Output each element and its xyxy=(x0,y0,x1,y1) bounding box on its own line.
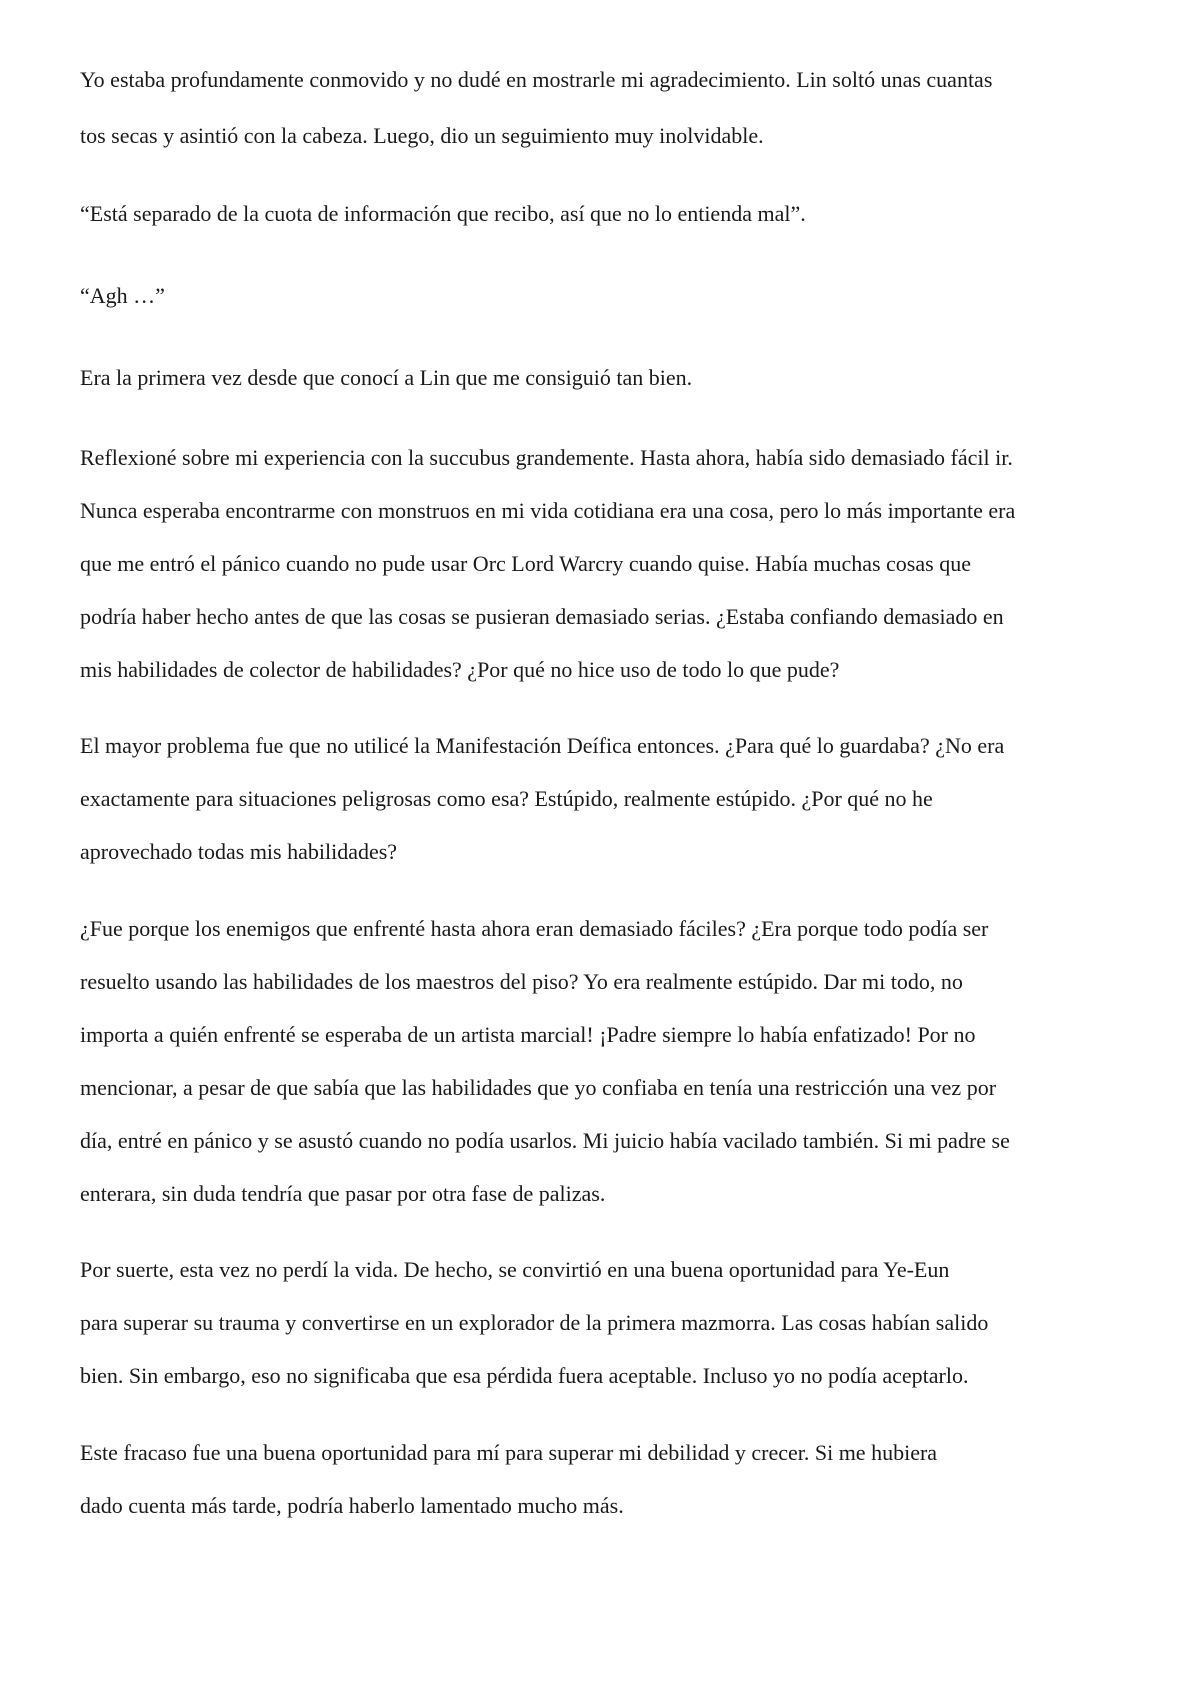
paragraph-7-line-2: resuelto usando las habilidades de los maestros del piso? Yo era realmente estúpido. Dar mi todo, no xyxy=(80,969,963,994)
paragraph-7-line-4: mencionar, a pesar de que sabía que las habilidades que yo confiaba en tenía una restricción una vez por xyxy=(80,1075,997,1100)
paragraph-9-line-1: Este fracaso fue una buena oportunidad para mí para superar mi debilidad y crecer. Si me hubiera xyxy=(80,1440,938,1465)
paragraph-8-line-1: Por suerte, esta vez no perdí la vida. De hecho, se convirtió en una buena oportunidad para Ye-Eun xyxy=(80,1257,950,1282)
paragraph-7-line-1: ¿Fue porque los enemigos que enfrenté hasta ahora eran demasiado fáciles? ¿Era porque todo podía ser xyxy=(80,916,989,941)
paragraph-7-line-6: enterara, sin duda tendría que pasar por otra fase de palizas. xyxy=(80,1181,606,1206)
paragraph-6-line-3: aprovechado todas mis habilidades? xyxy=(80,839,398,864)
paragraph-5-line-5: mis habilidades de colector de habilidades? ¿Por qué no hice uso de todo lo que pude? xyxy=(80,657,840,682)
paragraph-8-line-3: bien. Sin embargo, eso no significaba que esa pérdida fuera aceptable. Incluso yo no podía aceptarlo. xyxy=(80,1363,969,1388)
paragraph-6-line-2: exactamente para situaciones peligrosas como esa? Estúpido, realmente estúpido. ¿Por qué no he xyxy=(80,786,933,811)
paragraph-1-line-1: Yo estaba profundamente conmovido y no dudé en mostrarle mi agradecimiento. Lin soltó unas cuantas xyxy=(80,67,993,92)
paragraph-5-line-4: podría haber hecho antes de que las cosas se pusieran demasiado serias. ¿Estaba confiando demasiado en xyxy=(80,604,1004,629)
paragraph-5-line-2: Nunca esperaba encontrarme con monstruos en mi vida cotidiana era una cosa, pero lo más importante era xyxy=(80,498,1016,523)
paragraph-8-line-2: para superar su trauma y convertirse en un explorador de la primera mazmorra. Las cosas habían salido xyxy=(80,1310,989,1335)
paragraph-1-line-2: tos secas y asintió con la cabeza. Luego, dio un seguimiento muy inolvidable. xyxy=(80,123,764,148)
paragraph-9-line-2: dado cuenta más tarde, podría haberlo lamentado mucho más. xyxy=(80,1493,624,1518)
paragraph-3-line-1: “Agh …” xyxy=(80,283,165,308)
paragraph-5-line-3: que me entró el pánico cuando no pude usar Orc Lord Warcry cuando quise. Había muchas cosas que xyxy=(80,551,971,576)
paragraph-7-line-3: importa a quién enfrenté se esperaba de un artista marcial! ¡Padre siempre lo había enfatizado! Por no xyxy=(80,1022,976,1047)
paragraph-4-line-1: Era la primera vez desde que conocí a Lin que me consiguió tan bien. xyxy=(80,365,693,390)
paragraph-2-line-1: “Está separado de la cuota de información que recibo, así que no lo entienda mal”. xyxy=(80,201,806,226)
paragraph-6-line-1: El mayor problema fue que no utilicé la Manifestación Deífica entonces. ¿Para qué lo guardaba? ¿No era xyxy=(80,733,1005,758)
paragraph-7-line-5: día, entré en pánico y se asustó cuando no podía usarlos. Mi juicio había vacilado también. Si mi padre se xyxy=(80,1128,1010,1153)
paragraph-5-line-1: Reflexioné sobre mi experiencia con la succubus grandemente. Hasta ahora, había sido demasiado fácil ir. xyxy=(80,445,1013,470)
